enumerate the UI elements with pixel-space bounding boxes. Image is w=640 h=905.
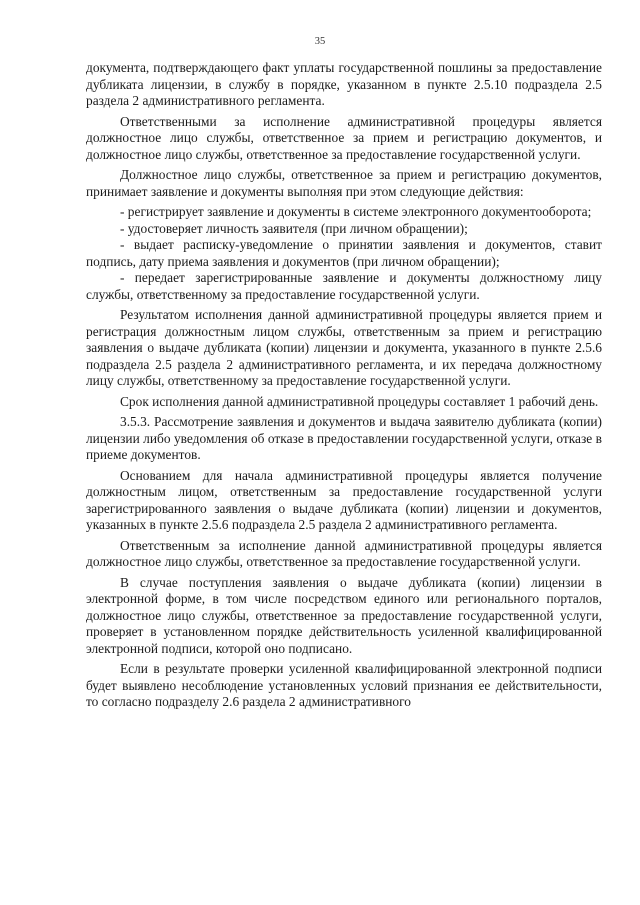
- paragraph: Если в результате проверки усиленной квалифицированной электронной подписи будет выявлено несоблюдение установленных условий признания ее действительности, то согласно подразделу 2.6 раздела 2 административного: [86, 661, 602, 709]
- list-item: - удостоверяет личность заявителя (при личном обращении);: [120, 220, 468, 236]
- paragraph: В случае поступления заявления о выдаче дубликата (копии) лицензии в электронной форме, в том числе посредством единого или регионального порталов, должностное лицо службы, ответственное за предоставление государственной услуги, проверяет в установленном порядке действительность усиленной квалифицированной электронной подписи, которой оно подписано.: [86, 574, 602, 656]
- paragraph: Должностное лицо службы, ответственное за прием и регистрацию документов, принимает заявление и документы выполняя при этом следующие действия:: [86, 167, 602, 199]
- document-body: [86, 60, 602, 715]
- section-heading-paragraph: 3.5.3. Рассмотрение заявления и документов и выдача заявителю дубликата (копии) лицензии либо уведомления об отказе в предоставлении государственной услуги, отказе в приеме документов.: [86, 414, 602, 462]
- paragraph: Основанием для начала административной процедуры является получение должностным лицом, ответственным за предоставление государственной услуги зарегистрированного заявления о выдаче дубликата (копии) лицензии и документов, указанных в пункте 2.5.6 подраздела 2.5 раздела 2 административного регламента.: [86, 467, 602, 532]
- list-item: - регистрирует заявление и документы в системе электронного документооборота;: [120, 204, 592, 219]
- paragraph: Результатом исполнения данной административной процедуры является прием и регистрация должностным лицом службы, ответственным за прием и регистрацию заявления о выдаче дубликата (копии) лицензии и документа, указанного в пункте 2.5.6 подраздела 2.5 раздела 2 административного регламента, и их передача должностному лицу службы, ответственному за предоставление государственной услуги.: [86, 307, 602, 388]
- paragraph: Ответственными за исполнение административной процедуры является должностное лицо службы, ответственное за прием и регистрацию документов, и должностное лицо службы, ответственное за предоставление государственной услуги.: [86, 113, 602, 162]
- list-item: - выдает расписку-уведомление о принятии заявления и документов, ставит подпись, дату приема заявления и документов (при личном обращении);: [86, 237, 602, 269]
- paragraph: Срок исполнения данной административной процедуры составляет 1 рабочий день.: [120, 393, 599, 409]
- page-number: 35: [314, 36, 326, 47]
- paragraph: Ответственным за исполнение данной административной процедуры является должностное лицо службы, ответственное за предоставление государственной услуги.: [86, 537, 602, 569]
- list-item: - передает зарегистрированные заявление и документы должностному лицу службы, ответственному за предоставление государственной услуги.: [86, 270, 602, 302]
- paragraph: документа, подтверждающего факт уплаты государственной пошлины за предоставление дубликата лицензии, в службу в порядке, указанном в пункте 2.5.10 подраздела 2.5 раздела 2 административного регламента.: [86, 60, 602, 108]
